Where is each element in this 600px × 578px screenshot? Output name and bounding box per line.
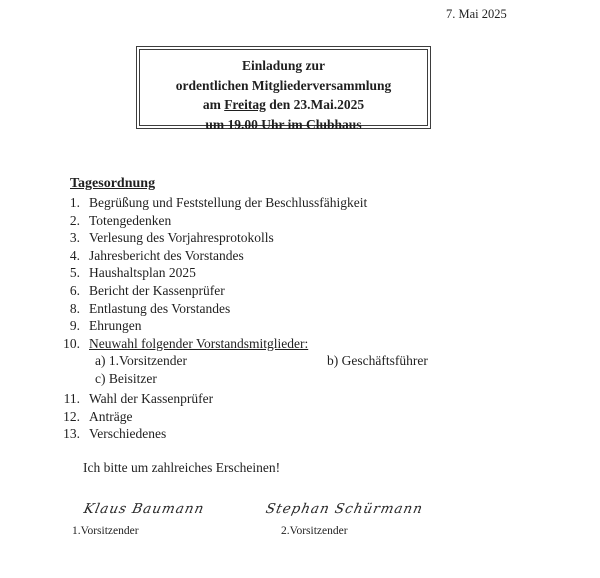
agenda-item-number: 1.	[69, 195, 80, 210]
agenda-heading: Tagesordnung	[70, 176, 156, 191]
agenda-item-number: 5.	[69, 265, 80, 281]
agenda-item-text: Begrüßung und Feststellung der Beschlussfähigkeit	[89, 195, 368, 210]
invitation-box-inner	[139, 49, 428, 132]
agenda-item-number: 3.	[69, 230, 80, 246]
agenda-subitems-row-1	[54, 352, 554, 370]
invitation-line-3	[140, 95, 427, 115]
agenda-item-text: Entlastung des Vorstandes	[89, 300, 231, 316]
agenda-subitem-c: c) Beisitzer	[95, 370, 157, 386]
signature-1: Klaus Baumann	[82, 501, 206, 517]
agenda-item-text: Ehrungen	[89, 318, 142, 334]
agenda-item-number: 13.	[63, 426, 80, 442]
agenda-item	[54, 300, 554, 318]
agenda-item-number: 9.	[69, 318, 80, 334]
document-date: 7. Mai 2025	[446, 7, 507, 21]
agenda-item-number: 8.	[69, 300, 80, 316]
agenda-item	[54, 229, 554, 247]
agenda-item-text: Anträge	[89, 408, 133, 424]
invitation-line-3-suffix: den 23.Mai.2025	[265, 97, 365, 112]
signature-1-title: 1.Vorsitzender	[72, 525, 139, 537]
invitation-box	[136, 46, 431, 132]
invitation-line-3-day: Freitag	[224, 97, 266, 112]
signature-2: Stephan Schürmann	[264, 501, 425, 517]
agenda-subitem-b: b) Geschäftsführer	[327, 353, 428, 369]
agenda-item	[54, 247, 554, 265]
agenda-item-text: Haushaltsplan 2025	[89, 265, 196, 281]
agenda-item-text: Verlesung des Vorjahresprotokolls	[89, 230, 274, 246]
agenda-item-number: 11.	[63, 391, 80, 407]
agenda-item-text: Jahresbericht des Vorstandes	[89, 247, 244, 263]
agenda-item	[54, 408, 554, 426]
agenda-item	[54, 264, 554, 282]
agenda-item	[54, 194, 554, 212]
agenda-item-number: 12.	[63, 408, 80, 424]
agenda-item	[54, 282, 554, 300]
agenda-item-text: Totengedenken	[89, 212, 172, 228]
agenda-item	[54, 212, 554, 230]
agenda-list	[54, 194, 554, 443]
agenda-item-number: 10.	[63, 335, 80, 351]
invitation-line-1: Einladung zur	[242, 58, 325, 73]
agenda-item	[54, 335, 554, 353]
agenda-item-text: Bericht der Kassenprüfer	[89, 282, 225, 298]
agenda-item	[54, 317, 554, 335]
closing-line: Ich bitte um zahlreiches Erscheinen!	[83, 460, 281, 475]
agenda-item	[54, 425, 554, 443]
agenda-item-number: 4.	[69, 247, 80, 263]
agenda-item-text: Wahl der Kassenprüfer	[89, 391, 214, 407]
agenda-item-text: Verschiedenes	[89, 426, 167, 442]
agenda-item-text: Neuwahl folgender Vorstandsmitglieder:	[89, 335, 309, 351]
invitation-line-3-prefix: am	[202, 97, 225, 112]
agenda-item-number: 2.	[69, 212, 80, 228]
agenda-item-number: 6.	[69, 282, 80, 298]
signature-2-title: 2.Vorsitzender	[281, 525, 348, 537]
agenda-subitems-row-2	[54, 370, 554, 388]
agenda-subitem-a: a) 1.Vorsitzender	[95, 353, 187, 369]
invitation-line-2: ordentlichen Mitgliederversammlung	[175, 77, 392, 93]
agenda-item	[54, 390, 554, 408]
invitation-line-4: um 19.00 Uhr im Clubhaus	[205, 116, 362, 132]
